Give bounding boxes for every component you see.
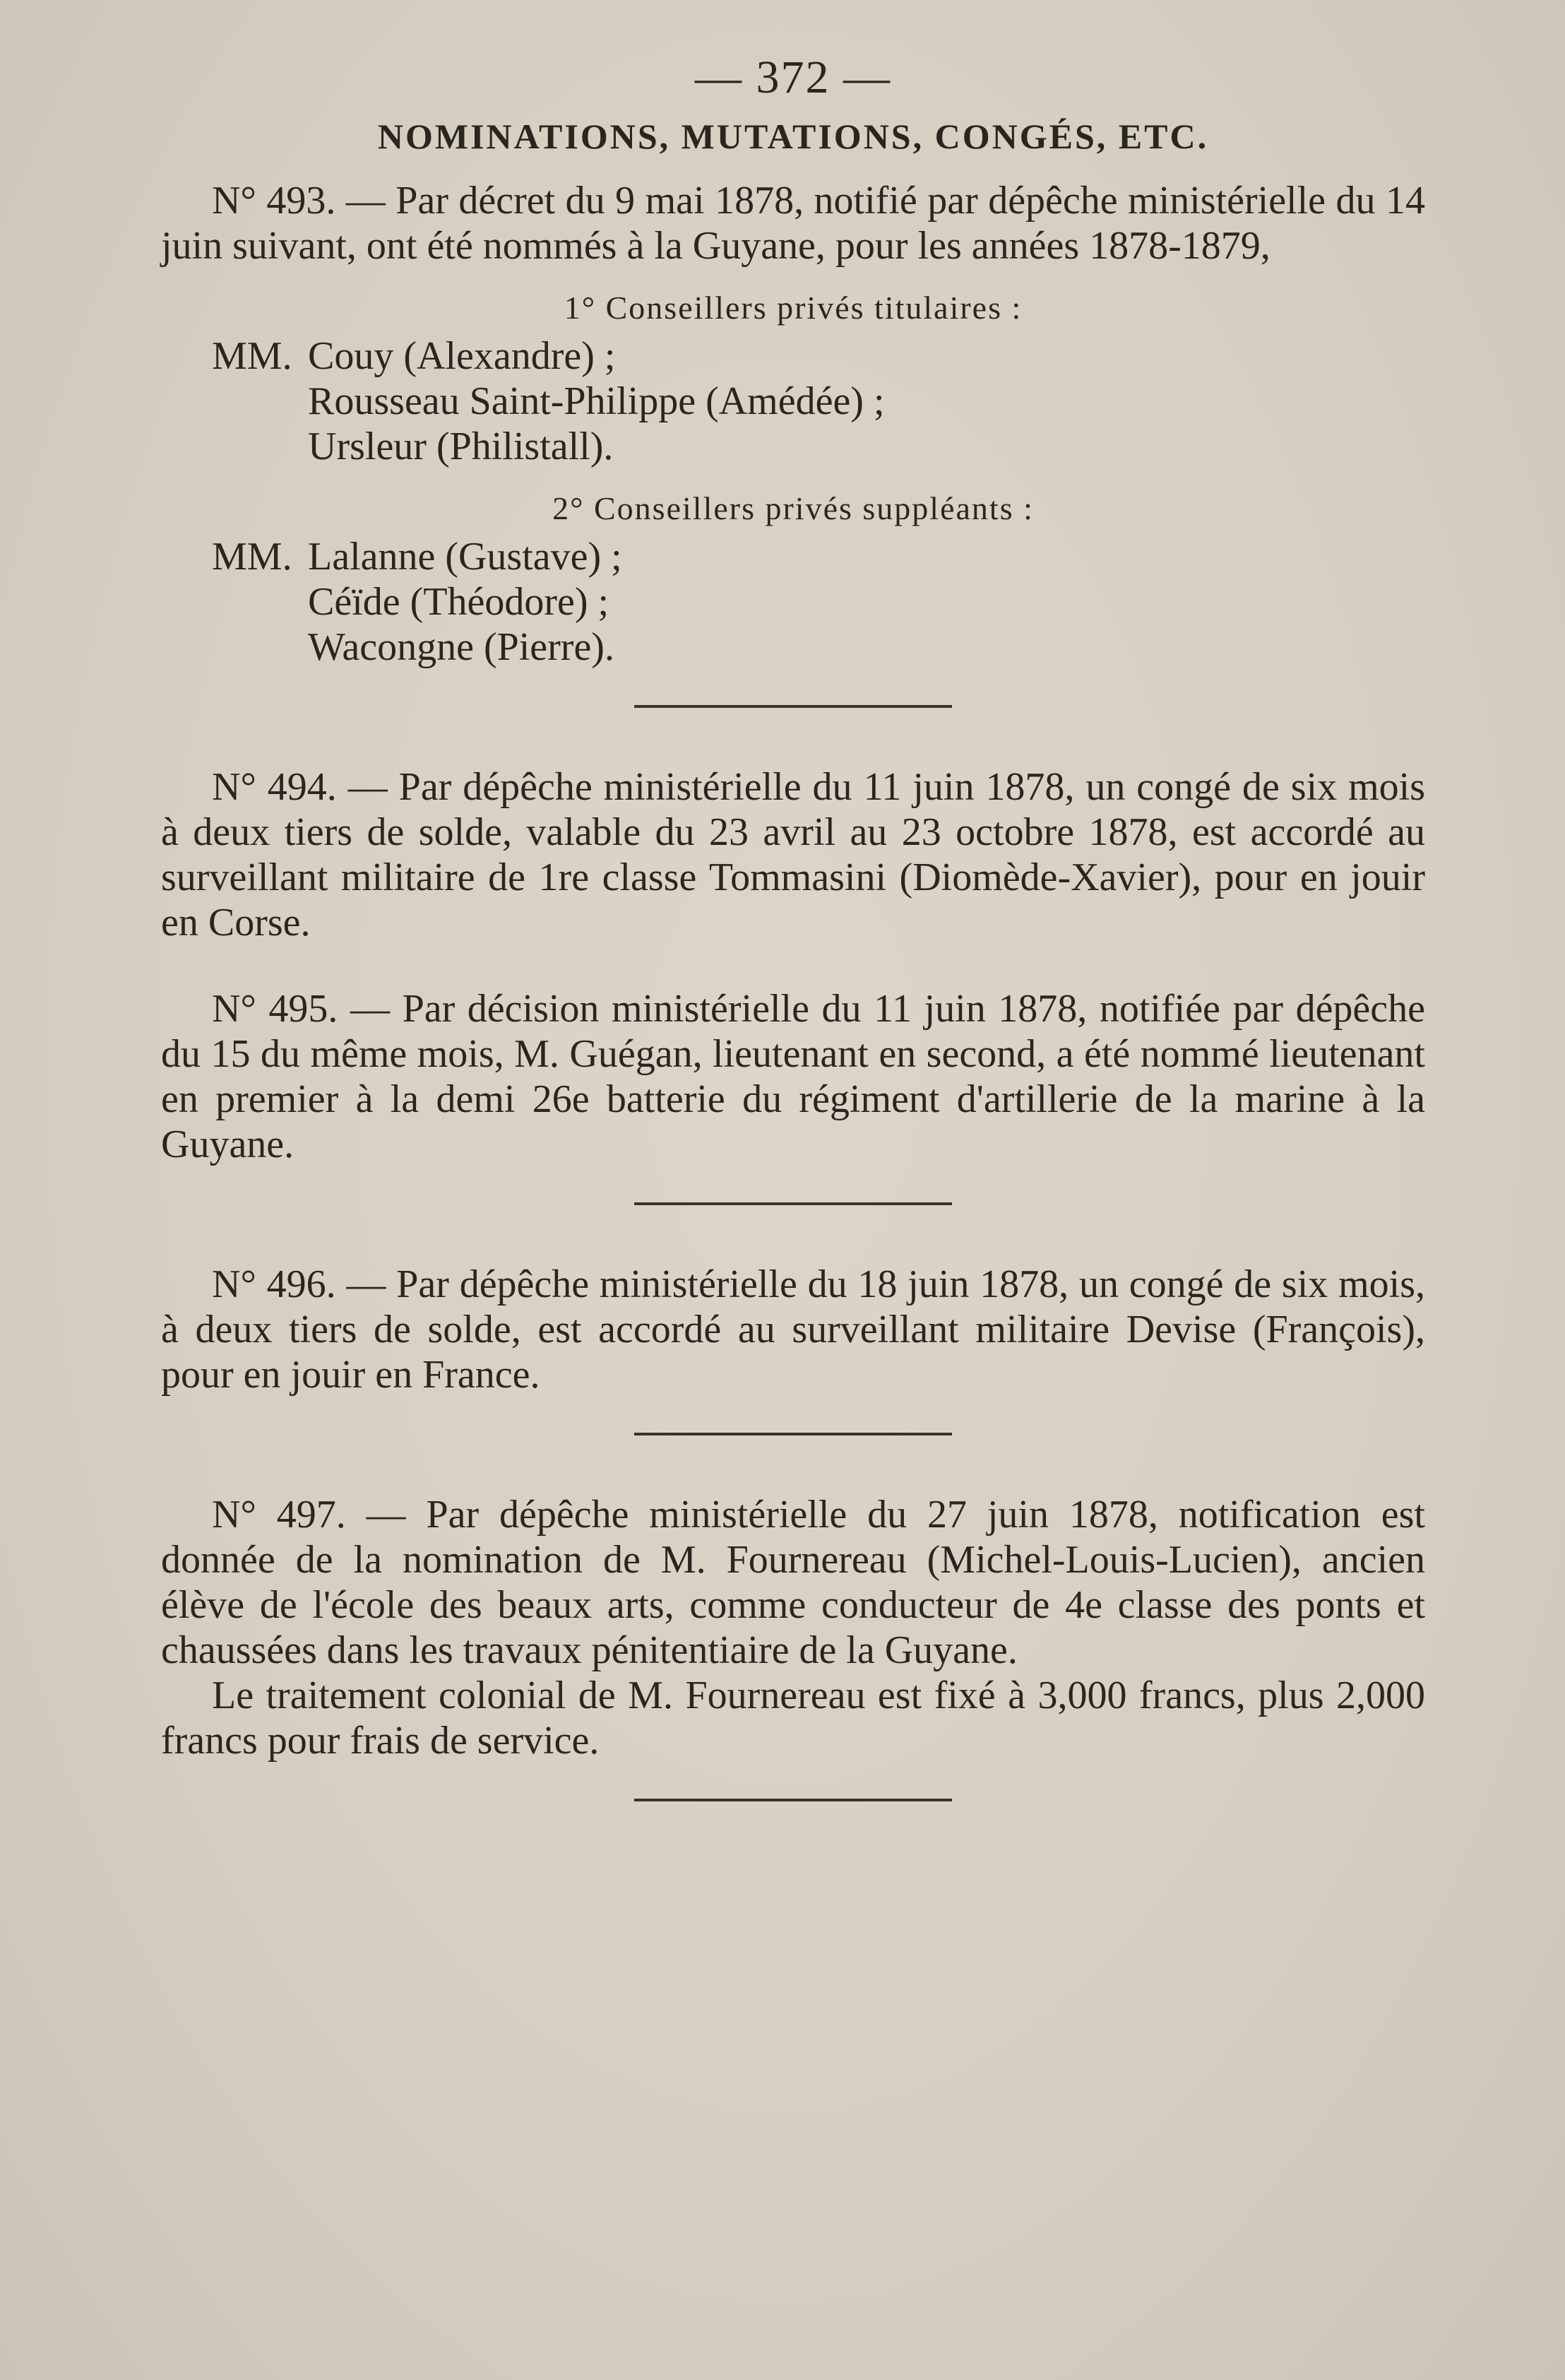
group-heading-suppleants: 2° Conseillers privés suppléants : [552, 490, 1034, 526]
page-number: — 372 — [695, 52, 891, 103]
name-row [212, 333, 1425, 379]
entry-paragraph: N° 497. — Par dépêche ministérielle du 27 juin 1878, notification est donnée de la nomination de M. Fournereau (Michel-Louis-Lucien), ancien élève de l'école des beaux arts, comme conducteur de 4e classe des ponts et chaussées dans les travaux pénitentiaire de la Guyane. [161, 1493, 1425, 1672]
text-column [161, 49, 1425, 1858]
entry-paragraph: Le traitement colonial de M. Fournereau est fixé à 3,000 francs, plus 2,000 francs pour frais de service. [161, 1674, 1425, 1763]
entry-493 [161, 178, 1425, 670]
name-item: Ursleur (Philistall). [308, 425, 614, 468]
separator-rule [634, 1799, 952, 1801]
name-item: Rousseau Saint-Philippe (Amédée) ; [308, 379, 885, 423]
separator-rule [634, 705, 952, 708]
names-list-titulaires [212, 333, 1425, 469]
name-row [212, 424, 1425, 469]
entry-paragraph: N° 494. — Par dépêche ministérielle du 11 juin 1878, un congé de six mois à deux tiers de solde, valable du 23 avril au 23 octobre 1878, est accordé au surveillant militaire de 1re classe Tommasini (Diomède-Xavier), pour en jouir en Corse. [161, 765, 1425, 945]
name-row [212, 624, 1425, 670]
entry-494 [161, 764, 1425, 945]
group-heading-titulaires: 1° Conseillers privés titulaires : [564, 290, 1023, 326]
names-prefix: MM. [212, 334, 292, 378]
entry-paragraph: N° 493. — Par décret du 9 mai 1878, notifié par dépêche ministérielle du 14 juin suivant, ont été nommés à la Guyane, pour les années 1878-1879, [161, 179, 1425, 268]
name-item: Couy (Alexandre) ; [308, 334, 616, 378]
entry-496 [161, 1262, 1425, 1397]
separator-rule [634, 1202, 952, 1205]
entry-495 [161, 986, 1425, 1167]
names-list-suppleants [212, 534, 1425, 670]
name-row [212, 579, 1425, 624]
entry-paragraph: N° 496. — Par dépêche ministérielle du 18 juin 1878, un congé de six mois, à deux tiers de solde, est accordé au surveillant militaire Devise (François), pour en jouir en France. [161, 1262, 1425, 1397]
entry-497 [161, 1492, 1425, 1763]
running-head: NOMINATIONS, MUTATIONS, CONGÉS, ETC. [377, 117, 1209, 156]
name-row [212, 534, 1425, 579]
entry-paragraph: N° 495. — Par décision ministérielle du 11 juin 1878, notifiée par dépêche du 15 du même mois, M. Guégan, lieutenant en second, a été nommé lieutenant en premier à la demi 26e batterie du régiment d'artillerie de la marine à la Guyane. [161, 987, 1425, 1166]
name-item: Céïde (Théodore) ; [308, 580, 609, 624]
names-prefix: MM. [212, 535, 292, 579]
name-item: Wacongne (Pierre). [308, 625, 614, 669]
name-row [212, 379, 1425, 424]
separator-rule [634, 1433, 952, 1435]
name-item: Lalanne (Gustave) ; [308, 535, 622, 579]
